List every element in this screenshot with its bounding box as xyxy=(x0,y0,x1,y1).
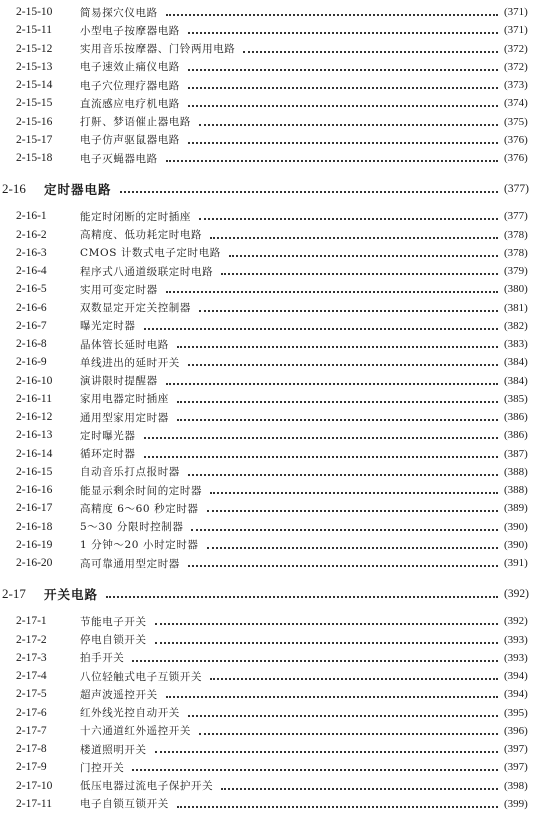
page-number: (398) xyxy=(504,779,528,792)
entry-number: 2-16-12 xyxy=(16,411,53,423)
entry-title: 通用型家用定时器 xyxy=(80,411,169,424)
page-number: (392) xyxy=(504,588,529,601)
toc-entry xyxy=(0,722,560,740)
entry-title: 演讲限时提醒器 xyxy=(80,375,158,387)
toc-entry xyxy=(0,649,560,667)
entry-title: 简易探穴仪电路 xyxy=(80,6,158,19)
toc-entry xyxy=(0,704,560,722)
dot-leader xyxy=(106,596,498,598)
entry-number: 2-17-3 xyxy=(16,651,47,664)
dot-leader xyxy=(166,291,498,293)
entry-number: 2-17-9 xyxy=(16,761,47,774)
dot-leader xyxy=(166,160,498,162)
entry-number: 2-16-7 xyxy=(16,319,47,332)
entry-number: 2-16-9 xyxy=(16,356,47,369)
page-number: (381) xyxy=(504,301,528,314)
entry-title: 双数显定开定关控制器 xyxy=(80,302,191,314)
entry-number: 2-16-10 xyxy=(16,374,53,387)
entry-title: 小型电子按摩器电路 xyxy=(80,24,180,37)
page-number: (377) xyxy=(504,210,528,223)
dot-leader xyxy=(132,769,498,771)
dot-leader xyxy=(188,142,498,144)
entry-title: 停电自锁开关 xyxy=(80,634,147,646)
toc-entry xyxy=(0,299,560,317)
entry-number: 2-16-4 xyxy=(16,265,47,277)
page-number: (393) xyxy=(504,651,528,664)
entry-title: CMOS 计数式电子定时电路 xyxy=(80,247,221,260)
entry-title: 实用可变定时器 xyxy=(80,283,158,296)
toc-entry xyxy=(0,795,560,813)
entry-title: 低压电器过流电子保护开关 xyxy=(80,780,214,792)
entry-number: 2-16-8 xyxy=(16,338,47,350)
section-heading xyxy=(0,583,560,605)
entry-title: 能显示剩余时间的定时器 xyxy=(80,484,203,497)
page-number: (376) xyxy=(504,133,528,146)
toc-entry xyxy=(0,280,560,298)
entry-number: 2-16-20 xyxy=(16,557,53,569)
entry-title: 高精度、低功耗定时电路 xyxy=(80,229,203,241)
entry-number: 2-15-13 xyxy=(16,60,53,73)
dot-leader xyxy=(177,419,498,421)
dot-leader xyxy=(155,642,498,644)
entry-number: 2-16-19 xyxy=(16,538,53,551)
toc-entry xyxy=(0,685,560,703)
entry-title: 单线进出的延时开关 xyxy=(80,356,180,369)
entry-number: 2-15-14 xyxy=(16,79,53,91)
page-number: (386) xyxy=(504,429,528,442)
dot-leader xyxy=(207,547,498,549)
entry-title: 电子自锁互锁开关 xyxy=(80,798,169,811)
dot-leader xyxy=(221,273,498,275)
page-number: (378) xyxy=(504,228,528,241)
page-number: (377) xyxy=(504,183,529,196)
entry-number: 2-17-8 xyxy=(16,743,47,755)
entry-number: 2-16-1 xyxy=(16,210,47,223)
toc-entry xyxy=(0,463,560,481)
toc-entry xyxy=(0,372,560,390)
dot-leader xyxy=(166,696,498,698)
dot-leader xyxy=(188,364,498,366)
page-number: (384) xyxy=(504,356,528,369)
toc-entry xyxy=(0,335,560,353)
entry-title: 高可靠通用型定时器 xyxy=(80,557,180,570)
dot-leader xyxy=(132,660,498,662)
dot-leader xyxy=(210,492,498,494)
entry-number: 2-17-10 xyxy=(16,779,53,792)
entry-number: 2-16-17 xyxy=(16,502,53,515)
toc-entry xyxy=(0,244,560,262)
entry-title: 打鼾、梦语催止器电路 xyxy=(80,116,191,128)
page-number: (378) xyxy=(504,246,528,259)
page-number: (384) xyxy=(504,374,528,387)
entry-title: 5～30 分限时控制器 xyxy=(80,521,184,533)
page-number: (387) xyxy=(504,447,528,460)
toc-entry xyxy=(0,612,560,630)
dot-leader xyxy=(166,14,498,16)
page-number: (376) xyxy=(504,152,528,164)
toc-entry xyxy=(0,536,560,554)
entry-number: 2-17-5 xyxy=(16,688,47,701)
dot-leader xyxy=(144,328,499,330)
dot-leader xyxy=(199,733,498,735)
page-number: (380) xyxy=(504,283,528,296)
dot-leader xyxy=(199,124,498,126)
entry-number: 2-16-2 xyxy=(16,228,47,241)
toc-entry xyxy=(0,21,560,39)
toc-entry xyxy=(0,481,560,499)
dot-leader xyxy=(177,806,498,808)
entry-title: 程序式八通道级联定时电路 xyxy=(80,265,214,278)
page-number: (375) xyxy=(504,115,528,128)
entry-title: 门控开关 xyxy=(80,761,125,774)
entry-title: 超声波遥控开关 xyxy=(80,688,158,701)
toc-entry xyxy=(0,149,560,167)
entry-number: 2-16-6 xyxy=(16,301,47,314)
entry-number: 2-15-16 xyxy=(16,115,53,128)
page-number: (386) xyxy=(504,411,528,423)
entry-title: 节能电子开关 xyxy=(80,615,147,628)
dot-leader xyxy=(243,51,498,53)
page-number: (379) xyxy=(504,265,528,277)
entry-number: 2-17-1 xyxy=(16,615,47,628)
page-number: (394) xyxy=(504,670,528,682)
dot-leader xyxy=(229,255,498,257)
entry-title: 拍手开关 xyxy=(80,652,125,665)
dot-leader xyxy=(155,623,498,625)
entry-title: 直流感应电疗机电路 xyxy=(80,97,180,110)
entry-number: 2-16-14 xyxy=(16,447,53,460)
dot-leader xyxy=(177,401,498,403)
page-number: (390) xyxy=(504,520,528,533)
dot-leader xyxy=(191,529,498,531)
entry-title: 实用音乐按摩器、门铃两用电路 xyxy=(80,43,236,55)
entry-title: 电子灭蝇器电路 xyxy=(80,152,158,165)
toc-entry xyxy=(0,554,560,572)
page-number: (374) xyxy=(504,97,528,110)
toc-entry xyxy=(0,631,560,649)
toc-entry xyxy=(0,226,560,244)
toc-entry xyxy=(0,445,560,463)
toc-entry xyxy=(0,390,560,408)
entry-title: 1 分钟～20 小时定时器 xyxy=(80,539,199,552)
page-number: (397) xyxy=(504,761,528,774)
entry-number: 2-15-10 xyxy=(16,6,53,18)
page-number: (372) xyxy=(504,42,528,55)
entry-title: 定时器电路 xyxy=(44,182,112,198)
page-number: (388) xyxy=(504,465,528,478)
entry-title: 电子穴位理疗器电路 xyxy=(80,79,180,92)
dot-leader xyxy=(155,751,498,753)
dot-leader xyxy=(199,310,498,312)
entry-number: 2-16-16 xyxy=(16,484,53,496)
dot-leader xyxy=(144,437,499,439)
entry-number: 2-17 xyxy=(2,586,26,602)
entry-number: 2-15-12 xyxy=(16,42,53,55)
page-number: (383) xyxy=(504,338,528,350)
dot-leader xyxy=(188,105,498,107)
entry-title: 八位轻触式电子互锁开关 xyxy=(80,670,203,683)
entry-number: 2-15-15 xyxy=(16,97,53,110)
entry-number: 2-17-7 xyxy=(16,724,47,737)
entry-number: 2-17-4 xyxy=(16,670,47,682)
toc-entry xyxy=(0,58,560,76)
page-number: (385) xyxy=(504,392,528,405)
page-number: (392) xyxy=(504,615,528,628)
toc-entry xyxy=(0,3,560,21)
dot-leader xyxy=(166,383,498,385)
entry-number: 2-16-5 xyxy=(16,283,47,296)
toc-entry xyxy=(0,131,560,149)
page-number: (371) xyxy=(504,6,528,18)
entry-title: 循环定时器 xyxy=(80,448,136,460)
dot-leader xyxy=(188,69,498,71)
entry-title: 十六通道红外遥控开关 xyxy=(80,725,191,738)
entry-number: 2-16 xyxy=(2,181,26,197)
page-number: (395) xyxy=(504,706,528,719)
toc-entry xyxy=(0,518,560,536)
toc-entry xyxy=(0,113,560,131)
page-number: (373) xyxy=(504,79,528,91)
toc-entry xyxy=(0,40,560,58)
entry-number: 2-17-6 xyxy=(16,706,47,719)
toc-entry xyxy=(0,353,560,371)
entry-title: 楼道照明开关 xyxy=(80,743,147,756)
toc-entry xyxy=(0,758,560,776)
dot-leader xyxy=(210,678,498,680)
page-number: (389) xyxy=(504,502,528,515)
page-number: (391) xyxy=(504,557,528,569)
toc-entry xyxy=(0,667,560,685)
entry-title: 高精度 6～60 秒定时器 xyxy=(80,502,199,515)
toc-entry xyxy=(0,426,560,444)
page-number: (399) xyxy=(504,797,528,810)
entry-title: 能定时闭断的定时插座 xyxy=(80,210,191,223)
toc-entry xyxy=(0,207,560,225)
entry-title: 晶体管长延时电路 xyxy=(80,338,169,351)
entry-number: 2-16-11 xyxy=(16,392,52,405)
toc-entry xyxy=(0,408,560,426)
entry-number: 2-16-3 xyxy=(16,246,47,259)
entry-title: 电子速效止痛仪电路 xyxy=(80,61,180,74)
dot-leader xyxy=(221,788,498,790)
entry-number: 2-16-13 xyxy=(16,429,53,442)
section-heading xyxy=(0,178,560,200)
toc-entry xyxy=(0,740,560,758)
dot-leader xyxy=(188,87,498,89)
entry-number: 2-16-15 xyxy=(16,465,53,478)
entry-title: 自动音乐打点报时器 xyxy=(80,466,180,479)
dot-leader xyxy=(188,565,498,567)
dot-leader xyxy=(177,346,498,348)
entry-title: 红外线光控自动开关 xyxy=(80,707,180,719)
entry-title: 电子仿声驱鼠器电路 xyxy=(80,134,180,147)
dot-leader xyxy=(188,715,498,717)
toc-entry xyxy=(0,94,560,112)
dot-leader xyxy=(199,218,498,220)
entry-number: 2-15-18 xyxy=(16,152,53,164)
page-number: (396) xyxy=(504,724,528,737)
entry-title: 开关电路 xyxy=(44,587,99,603)
dot-leader xyxy=(188,474,498,476)
toc-entry xyxy=(0,777,560,795)
entry-number: 2-15-11 xyxy=(16,24,52,37)
toc-entry xyxy=(0,76,560,94)
entry-title: 家用电器定时插座 xyxy=(80,393,169,406)
page-number: (371) xyxy=(504,24,528,37)
entry-number: 2-15-17 xyxy=(16,133,53,146)
page-number: (382) xyxy=(504,319,528,332)
dot-leader xyxy=(188,32,498,34)
toc-entry xyxy=(0,317,560,335)
entry-number: 2-17-11 xyxy=(16,797,52,810)
toc-entry xyxy=(0,499,560,517)
page-number: (388) xyxy=(504,484,528,496)
dot-leader xyxy=(120,191,498,193)
page-number: (390) xyxy=(504,538,528,551)
entry-number: 2-17-2 xyxy=(16,633,47,646)
toc-entry xyxy=(0,262,560,280)
page-number: (372) xyxy=(504,60,528,73)
entry-title: 曝光定时器 xyxy=(80,320,136,333)
page-number: (394) xyxy=(504,688,528,701)
page-number: (397) xyxy=(504,743,528,755)
entry-number: 2-16-18 xyxy=(16,520,53,533)
dot-leader xyxy=(210,237,498,239)
page-number: (393) xyxy=(504,633,528,646)
dot-leader xyxy=(207,510,498,512)
entry-title: 定时曝光器 xyxy=(80,429,136,442)
dot-leader xyxy=(144,456,499,458)
